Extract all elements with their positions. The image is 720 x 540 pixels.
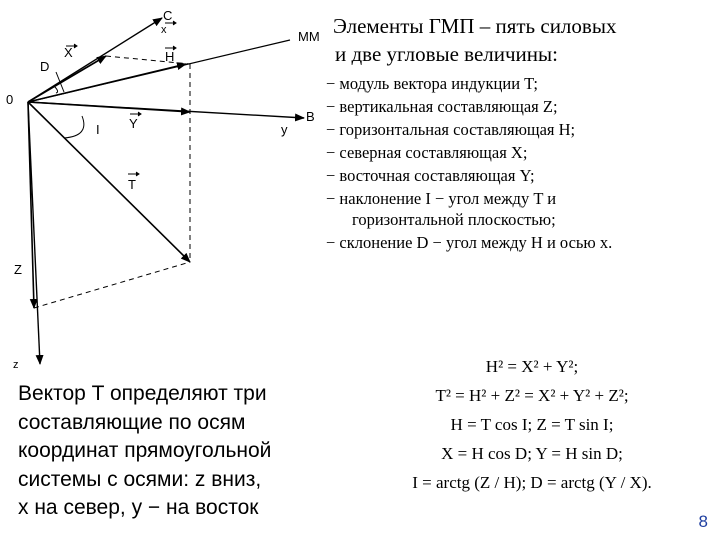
formula-line: X = H cos D; Y = H sin D; <box>441 444 623 463</box>
formula-line: T² = H² + Z² = X² + Y² + Z²; <box>435 386 629 405</box>
geomagnetic-field-diagram <box>0 0 330 380</box>
slide-heading <box>333 12 713 68</box>
label-z-axis: z <box>13 359 19 371</box>
formula-line: H² = X² + Y²; <box>485 357 579 376</box>
declination-arc <box>54 86 58 93</box>
label-x-vector: X <box>64 45 73 60</box>
label-origin: 0 <box>6 92 14 107</box>
formula-line: I = arctg (Z / H); D = arctg (Y / X). <box>412 473 652 492</box>
vector-t <box>28 102 190 262</box>
formulas-block <box>352 352 712 497</box>
list-item-continuation: горизонтальной плоскостью; <box>352 210 556 229</box>
list-item: − вертикальная составляющая Z; <box>326 97 558 116</box>
label-t: T <box>128 177 136 192</box>
caption-line: системы с осями: z вниз, <box>18 467 262 491</box>
label-mm: MM <box>298 29 320 44</box>
label-b: B <box>306 109 315 124</box>
caption-line: Вектор T определяют три <box>18 382 267 405</box>
list-item: − северная составляющая X; <box>326 143 528 162</box>
label-d: D <box>40 59 50 74</box>
caption-line: составляющие по осям <box>18 410 246 434</box>
field-elements-list <box>326 72 716 254</box>
formula-line: H = T cos I; Z = T sin I; <box>450 415 614 434</box>
list-item: − склонение D − угол между H и осью x. <box>326 233 613 252</box>
vector-h <box>28 64 186 102</box>
label-y-vector: Y <box>129 116 138 131</box>
list-item: − наклонение I − угол между T и <box>326 189 557 208</box>
list-item: − горизонтальная составляющая H; <box>326 120 576 139</box>
label-i: I <box>96 122 100 137</box>
heading-line-2: и две угловые величины: <box>335 42 558 66</box>
vector-y <box>28 102 190 112</box>
label-z-vector: Z <box>14 262 22 277</box>
label-c: C <box>163 8 173 23</box>
vector-caption <box>18 380 328 523</box>
caption-line: x на север, y − на восток <box>18 496 259 519</box>
label-y-axis: y <box>281 122 288 137</box>
list-item: − восточная составляющая Y; <box>326 166 535 185</box>
caption-line: координат прямоугольной <box>18 439 272 462</box>
heading-line-1: Элементы ГМП – пять силовых <box>333 14 617 38</box>
page-number: 8 <box>698 512 708 531</box>
label-x-axis: x <box>161 24 167 36</box>
list-item: − модуль вектора индукции T; <box>326 74 538 93</box>
construction-lines <box>34 56 190 308</box>
label-h: H <box>165 49 175 64</box>
inclination-arc <box>64 116 84 138</box>
